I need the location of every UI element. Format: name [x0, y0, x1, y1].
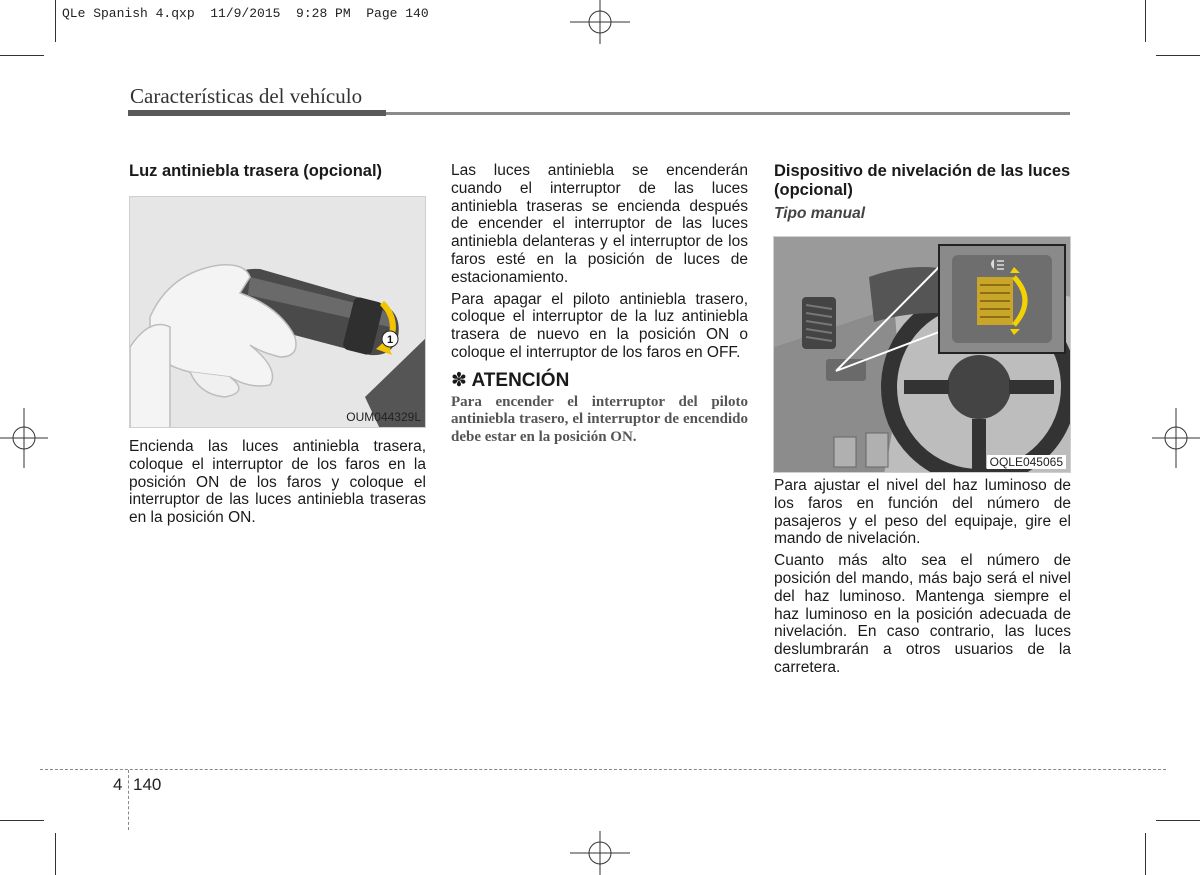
fog-paragraph-2: Para apagar el piloto antiniebla trasero, coloque el interruptor de la luz antiniebla trasera de nuevo en la posición ON o coloque el interruptor de los faros en OFF.	[451, 290, 748, 361]
rear-fog-heading: Luz antiniebla trasera (opcional)	[129, 162, 383, 180]
crop-mark	[1145, 833, 1146, 875]
print-slug: QLe Spanish 4.qxp 11/9/2015 9:28 PM Page 140	[62, 6, 429, 21]
crop-mark	[55, 833, 56, 875]
rear-fog-instructions: Encienda las luces antiniebla trasera, coloque el interruptor de los faros en la posición ON de los faros y coloque el interruptor de las luces antiniebla traseras en la posición ON.	[129, 438, 426, 527]
section-title: Características del vehículo	[130, 84, 363, 108]
page-number: 140	[133, 775, 162, 794]
registration-mark-bottom	[570, 831, 630, 875]
registration-mark-right	[1152, 408, 1200, 468]
crop-mark	[55, 0, 56, 42]
chapter-number: 4	[113, 775, 123, 794]
crop-mark	[0, 55, 44, 56]
crop-mark	[1156, 55, 1200, 56]
footer-rule	[40, 769, 1166, 770]
leveling-paragraph-1: Para ajustar el nivel del haz luminoso de los faros en función del número de pasajeros y el peso del equipaje, gire el mando de nivelación.	[774, 477, 1071, 548]
warning-title: ✽ ATENCIÓN	[451, 369, 570, 391]
registration-mark-left	[0, 408, 48, 468]
callout-number: 1	[386, 334, 394, 346]
leveling-figure	[773, 236, 1071, 473]
right-body	[774, 477, 1071, 677]
crop-mark	[1145, 0, 1146, 42]
leveling-subheading: Tipo manual	[774, 205, 866, 222]
dashboard-illustration	[774, 237, 1071, 473]
crop-mark	[1156, 820, 1200, 821]
fog-switch-figure	[129, 196, 426, 428]
left-body	[129, 438, 426, 527]
registration-mark-top	[570, 0, 630, 44]
title-rule-light	[386, 112, 1070, 115]
footer-divider	[128, 770, 129, 830]
warning-text: Para encender el interruptor del piloto antiniebla trasero, el interruptor de encendido debe estar en la posición ON.	[451, 393, 748, 445]
figure-caption: OQLE045065	[987, 455, 1066, 469]
figure-caption: OUM044329L	[346, 410, 421, 424]
title-rule-dark	[128, 110, 386, 116]
right-column	[774, 162, 1071, 223]
left-column	[129, 162, 426, 181]
middle-column	[451, 162, 748, 446]
leveling-heading: Dispositivo de nivelación de las luces (opcional)	[774, 162, 1071, 199]
leveling-paragraph-2: Cuanto más alto sea el número de posición del mando, más bajo será el nivel del haz luminoso. Mantenga siempre el haz luminoso en la posición adecuada de nivelación. En caso contrario, las luces deslumbrarán a otros usuarios de la carretera.	[774, 552, 1071, 676]
crop-mark	[0, 820, 44, 821]
fog-paragraph-1: Las luces antiniebla se encenderán cuando el interruptor de las luces antiniebla traseras se encienda después de encender el interruptor de las luces antiniebla delanteras y el interruptor de los faros esté en la posición de luces de estacionamiento.	[451, 162, 748, 286]
hand-stalk-illustration	[130, 197, 426, 428]
